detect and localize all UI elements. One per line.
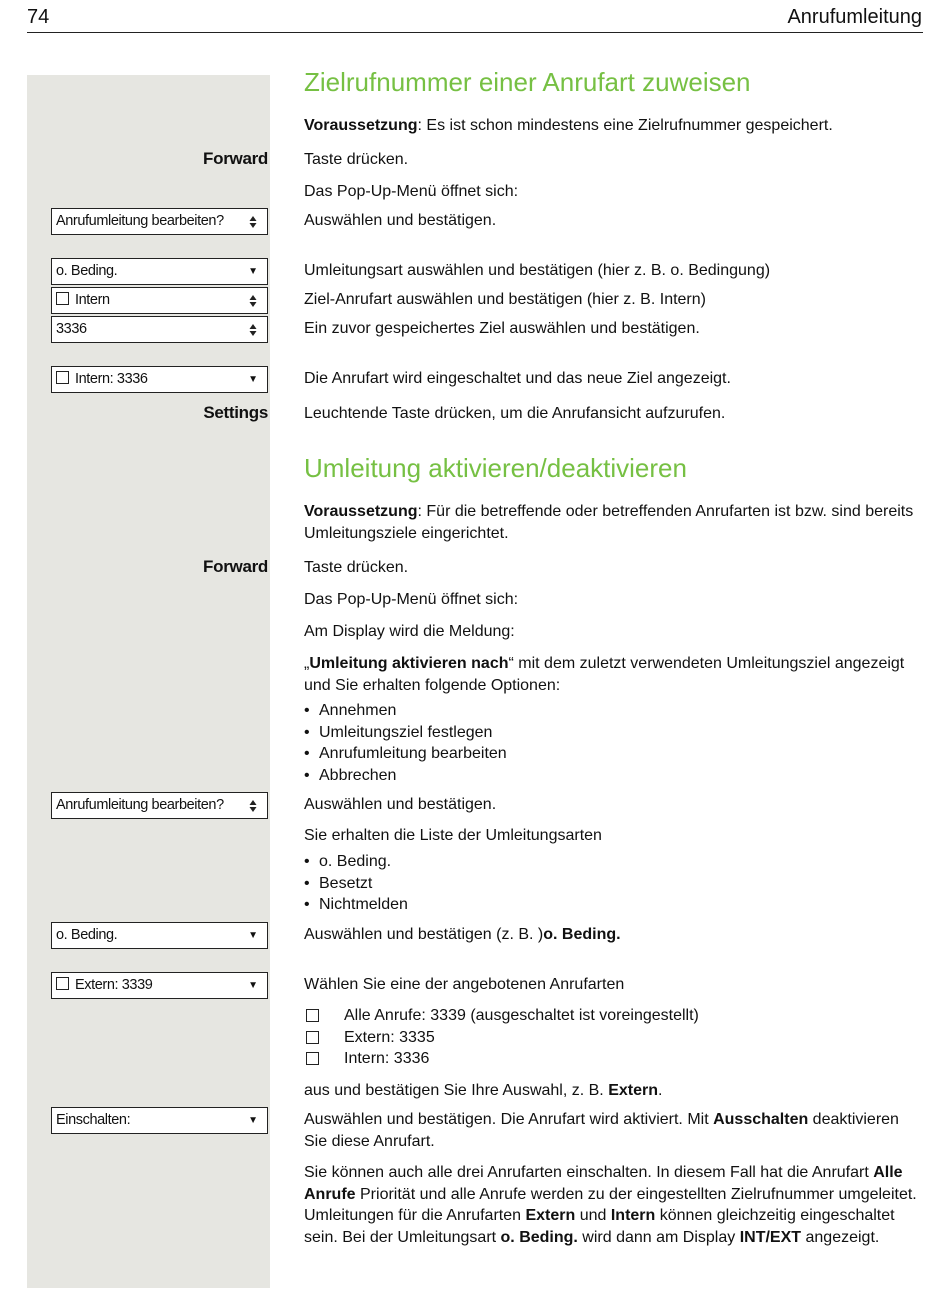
display-text: Anrufumleitung bearbeiten? bbox=[56, 797, 224, 813]
down-arrow-icon: ▼ bbox=[248, 374, 258, 385]
prerequisite-2: Voraussetzung: Für die betreffende oder betreffenden Anrufarten ist bzw. sind bereits Umleitungsziele eingerichtet. bbox=[304, 503, 914, 542]
display-edit-forward-2[interactable] bbox=[51, 792, 268, 819]
step-switch-on: Auswählen und bestätigen. Die Anrufart wird aktiviert. Mit Ausschalten deaktivieren Sie diese Anrufart. bbox=[304, 1111, 899, 1150]
list-item: • Nichtmelden bbox=[304, 894, 922, 916]
step-message: Am Display wird die Meldung: bbox=[304, 623, 515, 640]
step-select-confirm-1: Auswählen und bestätigen. bbox=[304, 212, 497, 229]
display-result-1[interactable] bbox=[51, 366, 268, 393]
down-arrow-icon: ▼ bbox=[248, 266, 258, 277]
step-number-1: Ein zuvor gespeichertes Ziel auswählen und bestätigen. bbox=[304, 320, 700, 337]
note-paragraph: Sie können auch alle drei Anrufarten einschalten. In diesem Fall hat die Anrufart Alle Anrufe Priorität und alle Anrufe werden zu der eingestellten Zielrufnummer umgeleitet. Umleitungen für die Anrufarten Extern und Intern können gleichzeitig eingeschaltet sein. Bei der Umleitungsart o. Beding. wird dann am Display INT/EXT angezeigt. bbox=[304, 1164, 917, 1246]
step-popup-1: Das Pop-Up-Menü öffnet sich: bbox=[304, 183, 519, 200]
display-call-type-1[interactable] bbox=[51, 287, 268, 314]
display-edit-forward-1[interactable] bbox=[51, 208, 268, 235]
up-down-arrows-icon bbox=[249, 214, 257, 230]
step-press-1: Taste drücken. bbox=[304, 151, 409, 168]
checkbox-icon bbox=[306, 1031, 319, 1044]
step-select-confirm-2: Auswählen und bestätigen. bbox=[304, 796, 497, 813]
display-text: o. Beding. bbox=[56, 927, 118, 943]
page-number: 74 bbox=[27, 6, 50, 28]
step-choose: Wählen Sie eine der angebotenen Anrufarten bbox=[304, 976, 625, 993]
display-text: Einschalten: bbox=[56, 1112, 131, 1128]
forward-key-1[interactable]: Forward bbox=[203, 149, 268, 168]
list-item: Alle Anrufe: 3339 (ausgeschaltet ist voreingestellt) bbox=[304, 1005, 922, 1027]
list-item: • Besetzt bbox=[304, 873, 922, 895]
checkbox-icon bbox=[56, 292, 69, 305]
step-type-2: Auswählen und bestätigen (z. B. )o. Beding. bbox=[304, 926, 621, 943]
down-arrow-icon: ▼ bbox=[248, 980, 258, 991]
section-heading-activate: Umleitung aktivieren/deaktivieren bbox=[304, 453, 687, 483]
list-item: • Abbrechen bbox=[304, 765, 922, 787]
list-item: • Annehmen bbox=[304, 700, 922, 722]
step-press-2: Taste drücken. bbox=[304, 559, 409, 576]
list-item: Extern: 3335 bbox=[304, 1027, 922, 1049]
call-types-list bbox=[304, 1005, 922, 1070]
down-arrow-icon: ▼ bbox=[248, 930, 258, 941]
display-text: Anrufumleitung bearbeiten? bbox=[56, 213, 224, 229]
up-down-arrows-icon bbox=[249, 293, 257, 309]
prerequisite-1: Voraussetzung: Es ist schon mindestens eine Zielrufnummer gespeichert. bbox=[304, 117, 833, 134]
checkbox-icon bbox=[306, 1052, 319, 1065]
display-number-1[interactable] bbox=[51, 316, 268, 343]
forward-types-list bbox=[304, 851, 922, 916]
step-confirm: aus und bestätigen Sie Ihre Auswahl, z. B. Extern. bbox=[304, 1082, 663, 1099]
down-arrow-icon: ▼ bbox=[248, 1115, 258, 1126]
step-result-1: Die Anrufart wird eingeschaltet und das neue Ziel angezeigt. bbox=[304, 370, 731, 387]
page-header-title: Anrufumleitung bbox=[787, 6, 922, 28]
forward-key-2[interactable]: Forward bbox=[203, 557, 268, 576]
list-item: • o. Beding. bbox=[304, 851, 922, 873]
display-text: Intern bbox=[75, 292, 110, 308]
display-text: Extern: 3339 bbox=[75, 977, 153, 993]
display-text: Intern: 3336 bbox=[75, 371, 148, 387]
display-text: o. Beding. bbox=[56, 263, 118, 279]
options-list bbox=[304, 700, 922, 786]
checkbox-icon bbox=[56, 371, 69, 384]
message-description: „Umleitung aktivieren nach“ mit dem zuletzt verwendeten Umleitungsziel angezeigt und Sie erhalten folgende Optionen: bbox=[304, 655, 905, 694]
step-popup-2: Das Pop-Up-Menü öffnet sich: bbox=[304, 591, 519, 608]
step-type-1: Umleitungsart auswählen und bestätigen (hier z. B. o. Bedingung) bbox=[304, 262, 771, 279]
display-forward-type-1[interactable] bbox=[51, 258, 268, 285]
list-item: • Umleitungsziel festlegen bbox=[304, 722, 922, 744]
step-calltype-1: Ziel-Anrufart auswählen und bestätigen (hier z. B. Intern) bbox=[304, 291, 706, 308]
list-item: • Anrufumleitung bearbeiten bbox=[304, 743, 922, 765]
display-extern[interactable] bbox=[51, 972, 268, 999]
display-switch-on[interactable] bbox=[51, 1107, 268, 1134]
checkbox-icon bbox=[56, 977, 69, 990]
display-forward-type-2[interactable] bbox=[51, 922, 268, 949]
header-rule bbox=[27, 32, 923, 33]
step-settings: Leuchtende Taste drücken, um die Anrufansicht aufzurufen. bbox=[304, 405, 726, 422]
step-list: Sie erhalten die Liste der Umleitungsarten bbox=[304, 827, 602, 844]
section-heading-assign: Zielrufnummer einer Anrufart zuweisen bbox=[304, 67, 751, 97]
up-down-arrows-icon bbox=[249, 322, 257, 338]
checkbox-icon bbox=[306, 1009, 319, 1022]
up-down-arrows-icon bbox=[249, 798, 257, 814]
list-item: Intern: 3336 bbox=[304, 1048, 922, 1070]
settings-key[interactable]: Settings bbox=[203, 403, 268, 422]
display-text: 3336 bbox=[56, 321, 87, 337]
